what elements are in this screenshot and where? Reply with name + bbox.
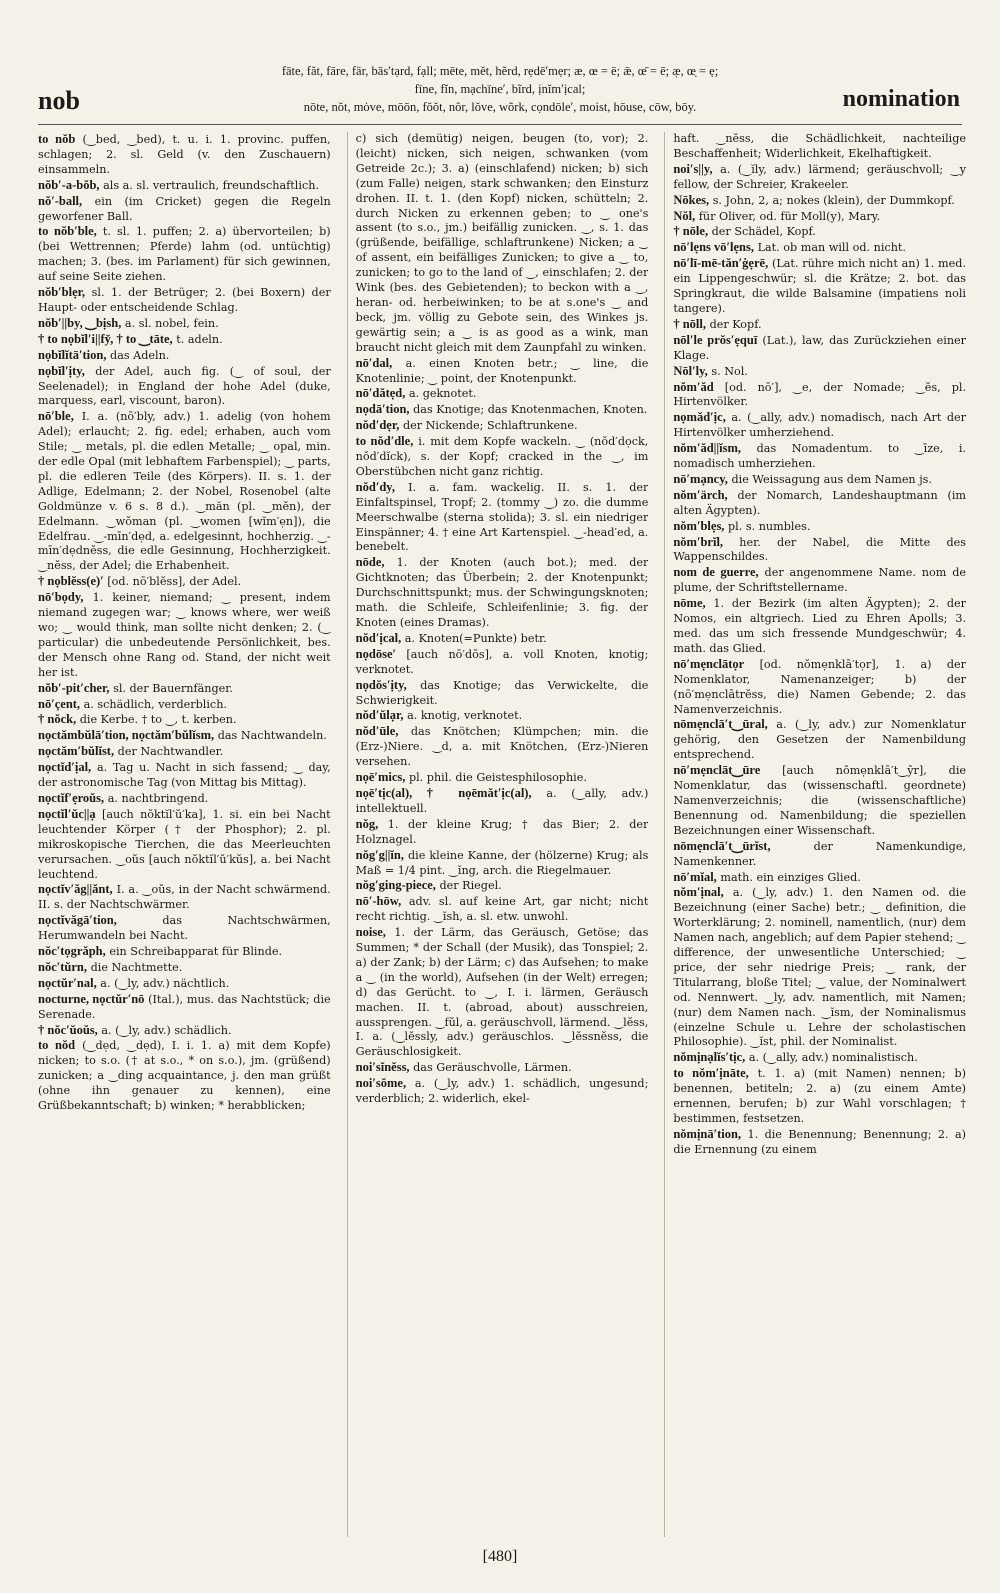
dictionary-entry [356,434,649,480]
entry-headword: Nōl′ly, [673,363,708,378]
entry-text: t. 1. a) (mit Namen) nennen; b) benennen, betiteln; 2. a) (zu einem Amte) ernennen, berufen; b) zur Wahl vorschlagen; † bestimmen, festsetzen. [673,1067,967,1125]
entry-headword: nō′ble, [38,409,74,424]
entry-headword: nŏd′ūle, [355,724,399,739]
entry-text: das Knotige; das Verwickelte, die Schwierigkeit. [355,678,649,707]
entry-headword: nŏb′-a-bŏb, [38,177,100,192]
entry-headword: nō′-hōw, [355,894,402,909]
entry-text: pl. s. numbles. [728,519,811,533]
entry-text: (Lat. rühre mich nicht an) 1. med. ein Lippengeschwür; sl. die Krätze; 2. bot. das Springkraut, die wilde Balsamine (impatiens noli tangere). [673,257,967,315]
entry-text: a. (‿ly, adv.) nächtlich. [100,976,230,990]
dictionary-entry [673,717,966,763]
entry-text: (Ital.), mus. das Nachtstück; die Serenade. [38,992,331,1021]
entry-text: die Nachtmette. [90,960,183,974]
dictionary-entry [38,364,331,410]
dictionary-entry [38,728,331,744]
dictionary-entry [673,364,966,380]
dictionary-entry [38,316,331,332]
dictionary-entry [673,885,966,1050]
entry-text: t. sl. 1. puffen; 2. a) übervorteilen; b) (bei Wettrennen; Pferde) lahm (od. untüchtig) machen; 3. (bes. im Parlament) für sich gewinnen, auf seine Seite ziehen. [38,225,331,284]
entry-text: für Oliver, od. für Moll(y), Mary. [698,209,881,223]
entry-headword: nŏmịnạlĭs′tịc, [673,1050,746,1065]
entry-headword: nọctĭvăgā′tion, [38,913,117,928]
entry-text: [auch nŏktĭl′ŭ′ka], 1. si. ein bei Nacht leuchtender Körper († der Phosphor); 2. pl. mikroskopische Tierchen, die das Meerleuchten verursachen. ‿oŭs [auch nŏktĭl′ŭ′kŭs], a. bei Nacht leuchtend. [38,807,331,881]
dictionary-entry [356,894,649,925]
page-number: [480] [482,1548,518,1565]
entry-text: a. (‿ally, adv.) intellektuell. [355,786,649,815]
dictionary-entry [673,380,966,411]
entry-headword: nŏg′ging-piece, [355,878,436,893]
entry-headword: nọbĭl′ịty, [38,363,85,378]
entry-text: a. (‿ly, adv.) 1. den Namen od. die Bezeichnung (einer Sache) betr.; ‿ definition, die Worterklärung; 2. nominell, namentlich, (nur) dem Namen nach, angeblich; auf dem Papier stehend; ‿ difference, der unwesentliche Unterschied; ‿ price, der sehr niedrige Preis; ‿ rank, der Titularrang, bloße Titel; ‿ value, der Nominalwert od. Nennwert. ‿ly, adv. namentlich, mit Namen; (nur) dem Namen nach. ‿ĭsm, der Nominalismus (einzelne Schule u. Lehre der scholastischen Philosophie). ‿ĭst, phil. der Nominalist. [673,886,967,1049]
entry-headword: nŏg′g||ĭn, [355,847,404,862]
entry-text: [auch nō′dōs], a. voll Knoten, knotig; verknotet. [355,647,649,676]
entry-headword: nō′lī-mē-tăn′ġẹrē, [673,256,769,271]
dictionary-entry [356,647,649,678]
entry-text: adv. sl. auf keine Art, gar nicht; nicht recht richtig. ‿ĭsh, a. sl. etw. unwohl. [355,895,649,924]
entry-headword: nọē′mics, [355,770,406,785]
dictionary-entry [673,441,966,472]
entry-text: s. John, 2, a; nokes (klein), der Dummkopf. [712,193,955,207]
entry-text: der Adel, auch fig. (‿ of soul, der Seelenadel); in England der hohe Adel (duke, marquess, earl, viscount, baron). [38,364,331,408]
dictionary-entry [356,848,649,879]
entry-text: [auch nŏmẹnklā′t‿ŷr], die Nomenklatur, das (wissenschaftl. geordnete) Namenverzeichnis; die (wissenschaftliche) Benennung od. Namenbildung; die speziellen Bezeichnungen einer Wissenschaft. [673,764,967,837]
entry-text: die Kerbe. † to ‿, t. kerben. [79,713,237,727]
dictionary-entry [38,1038,331,1114]
guide-word-left: nob [38,86,80,115]
entry-headword: nọctĭf′ẹroŭs, [38,790,105,805]
dictionary-entry [673,596,966,657]
entry-headword: nōl′le prŏs′ẹquī [673,332,758,347]
entry-text: die kleine Kanne, der (hölzerne) Krug; als Maß = 1/4 pint. ‿ĭng, arch. die Riegelmauer. [355,848,649,877]
dictionary-entry [38,574,331,590]
entry-text: a. schädlich, verderblich. [83,697,227,711]
entry-headword: to nŏm′ịnāte, [673,1066,749,1081]
dictionary-entry [38,712,331,728]
dictionary-entry [38,348,331,364]
dictionary-entry [673,162,966,193]
entry-text: I. a. ‿oŭs, in der Nacht schwärmend. II. s. der Nachtschwärmer. [38,883,331,912]
dictionary-entry [356,480,649,556]
dictionary-entry [38,1023,331,1039]
entry-text: (‿dẹd, ‿dẹd), I. i. 1. a) mit dem Kopfe) nicken; to s.o. († at s.o., * on s.o.), jm. (grüßend) zunicken; a ‿ding acquaintance, j. den man grüßt (ohne ihn genauer zu kennen), eine Grüßbekanntschaft; b) winken; * herabblicken; [38,1039,331,1113]
dictionary-entry [673,839,966,870]
entry-text: der Nickende; Schlaftrunkene. [402,419,578,433]
entry-text: das Knotige; das Knotenmachen, Knoten. [413,403,648,417]
dictionary-entry [673,657,966,718]
entry-text: c) sich (demütig) neigen, beugen (to, vor); 2. (leicht) nicken, sich neigen, schwanken (vom Getreide 2c.); 3. a) (einschlafend) nicken; b) sich (zum Falle) neigen, stark schwanken; den Einsturz drohen. II. t. 1. (den Kopf) nicken, schütteln; 2. durch Nicken zu erkennen geben; to ‿ one's assent (to s.o., jm.) beifällig zunicken. ‿, s. 1. das (grüßende, beifällige, schlaftrunkene) Nicken; a ‿ of assent, ein beifälliges Zunicken; to give a ‿ to, zunicken; to go to the land of ‿, einschlafen; 2. der Wink (bes. des Gebietenden); to beckon with a ‿, heran- od. herbeiwinken; to be at s.one's ‿ and beck, jm. völlig zu Gebote sein, des Winkes js. gewärtig sein; a ‿ is as good as a wink, man braucht nicht gleich mit dem Zaunpfahl zu winken. [355,132,649,354]
entry-headword: nŏg, [355,816,379,831]
dictionary-entry [38,882,331,913]
entry-headword: nŏb′blẹr, [38,285,86,300]
entry-text: a. (‿ally, adv.) nominalistisch. [748,1051,918,1065]
dictionary-entry [673,317,966,333]
entry-headword: † nŏck, [38,712,77,727]
entry-text: 1. der Bezirk (im alten Ägypten); 2. der Nomos, ein altgriech. Lied zu Ehren Apolls; 3. med. das um sich fressende Mundgeschwür; 4. math. das Glied. [673,597,967,655]
dictionary-entry [38,681,331,697]
entry-text: a. (‿ly, adv.) zur Nomenklatur gehörig, den Gesetzen der Namenbildung entsprechend. [673,718,967,762]
column-1 [38,132,331,1537]
entry-headword: nō′mẹnclāt‿ūre [673,763,761,778]
entry-text: [od. nŏmẹnklā′tọr], 1. a) der Nomenklator, Namenanzeiger; b) der (nō′mẹnclātrĕss, die) Namen Gebende; 2. das Namenverzeichnis. [673,657,967,716]
entry-headword: † nōll, [673,316,706,331]
dictionary-entry [673,1050,966,1066]
entry-headword: nọctămbŭlā′tion, nọctăm′bŭlĭsm, [38,728,215,743]
entry-text: math. ein einziges Glied. [720,870,861,884]
dictionary-entry [38,590,331,680]
entry-text: sl. 1. der Betrüger; 2. (bei Boxern) der Haupt- oder entscheidende Schlag. [38,286,331,314]
entry-headword: nŏd′dy, [355,479,395,494]
entry-headword: nọmăd′ịc, [673,410,726,425]
entry-text: der Kopf. [709,317,762,331]
dictionary-entry [38,760,331,791]
entry-headword: noi′s||y, [673,161,713,176]
dictionary-entry [38,409,331,574]
entry-headword: nō′lẹns vō′lẹns, [673,240,755,255]
entry-headword: nọē′tịc(al), † nọēmăt′ịc(al), [355,785,532,800]
dictionary-entry [356,555,649,631]
entry-headword: nŏd′dẹr, [355,418,400,433]
dictionary-entry [356,631,649,647]
dictionary-body [38,132,966,1537]
dictionary-entry [673,1066,966,1127]
dictionary-entry [38,976,331,992]
entry-text: a. einen Knoten betr.; ‿ line, die Knotenlinie; ‿ point, der Knotenpunkt. [355,356,649,385]
entry-text: der Namenkundige, Namenkenner. [673,839,967,868]
entry-text: a. geknotet. [408,387,477,401]
entry-headword: to nŏd′dle, [355,434,414,449]
entry-headword: nŏ′-ball, [38,193,83,208]
dictionary-entry [38,332,331,348]
entry-headword: noi′sĭnĕss, [355,1060,410,1075]
entry-text: a. sl. nobel, fein. [124,316,219,330]
entry-headword: nọdā′tion, [355,402,410,417]
entry-headword: nọdōse′ [355,646,397,661]
entry-headword: to nŏd [38,1038,76,1053]
entry-headword: nō′bọdy, [38,590,84,605]
entry-headword: nọctăm′bŭlĭst, [38,744,115,759]
dictionary-entry [673,256,966,317]
entry-text: ein Schreibapparat für Blinde. [109,945,283,959]
entry-headword: nō′mạncy, [673,471,728,486]
dictionary-entry [38,744,331,760]
dictionary-entry [38,913,331,944]
entry-headword: nŏb′-pit′cher, [38,680,110,695]
entry-text: 1. die Benennung; Benennung; 2. a) die Ernennung (zu einem [673,1127,967,1156]
entry-text: (‿bed, ‿bed), t. u. i. 1. provinc. puffen, schlagen; 2. sl. Geld (v. den Zuschauern) einsammeln. [38,133,331,176]
dictionary-entry [38,960,331,976]
dictionary-entry [38,178,331,194]
dictionary-entry [38,194,331,225]
dictionary-entry [356,1076,649,1107]
entry-text: der Schädel, Kopf. [711,225,816,239]
entry-text: s. Nol. [711,364,748,378]
dictionary-entry [356,356,649,387]
dictionary-entry [38,285,331,316]
dictionary-entry [356,1060,649,1076]
entry-text: a. Tag u. Nacht in sich fassend; ‿ day, der astronomische Tag (von Mittag bis Mittag). [38,761,331,790]
dictionary-entry [673,1127,966,1158]
dictionary-entry [356,786,649,817]
entry-headword: nŏd′ŭlạr, [355,708,404,723]
pronunciation-key-line-3: nōte, nŏt, mȯve, mōōn, fŏŏt, nôr, lŏve, wõrk, cọndōle′, moist, hōuse, cōw, bōy. [303,100,697,114]
entry-text: a. (‿ly, adv.) 1. schädlich, ungesund; verderblich; 2. widerlich, ekel- [355,1077,649,1106]
pronunciation-key-line-2: fīne, fĭn, mạchīne′, bĩrd, ịnĭm′ịcal; [414,82,586,96]
entry-text: 1. keiner, niemand; ‿ present, indem niemand zugegen war; ‿ knows where, wer weiß wo; ‿ would think, man sollte nicht denken; 2. (‿ particular) die unbedeutende Persönlichkeit, bes. der Mensch ohne Rang od. Stand, der nicht weit her ist. [38,591,331,679]
dictionary-entry [673,535,966,566]
entry-headword: nọbĭlĭtā′tion, [38,347,107,362]
entry-text: das Nomadentum. to ‿īze, i. nomadisch umherziehen. [673,442,967,471]
dictionary-entry [673,333,966,364]
dictionary-entry [356,418,649,434]
entry-headword: nōme, [673,596,706,611]
entry-text: der Nomarch, Landeshauptmann (im alten Ägypten). [673,488,967,517]
dictionary-entry [356,925,649,1060]
dictionary-entry [673,209,966,225]
column-3 [664,132,966,1537]
entry-text: ein (im Cricket) gegen die Regeln geworfener Ball. [38,194,331,223]
dictionary-entry [38,132,331,178]
entry-text: 1. der kleine Krug; † das Bier; 2. der Holznagel. [355,817,649,846]
guide-word-right: nomination [842,86,960,112]
entry-text: i. mit dem Kopfe wackeln. ‿ (nŏd′dọck, nŏd′dĭck), s. der Kopf; cracked in the ‿, im Oberstübchen nicht ganz richtig. [355,435,649,478]
dictionary-entry [673,193,966,209]
entry-text: a. (‿ly, adv.) schädlich. [101,1023,232,1037]
entry-headword: to nŏb [38,132,76,146]
entry-headword: † nŏc′ŭoŭs, [38,1022,98,1037]
entry-headword: nō′mĭal, [673,869,717,884]
entry-text: das Adeln. [110,348,170,362]
entry-headword: Nŏl, [673,208,696,223]
dictionary-entry [38,807,331,883]
entry-headword: † to nọbĭl′i||fy̆, † to ‿tāte, [38,331,173,346]
entry-text: der Nachtwandler. [117,745,224,759]
pronunciation-key-line-1: fāte, făt, fāre, fär, bās′tạrd, fạll; mēte, mĕt, hẽrd, rẹdē′mẹr; æ, œ = ē; ǣ, œ̄ = ē; æ̣, œ̣ = ẹ; [281,64,719,78]
entry-text: sl. der Bauernfänger. [113,681,233,695]
entry-text: haft. ‿nĕss, die Schädlichkeit, nachteilige Beschaffenheit; Widerlichkeit, Ekelhaftigkeit. [673,132,967,160]
dictionary-entry [38,791,331,807]
dictionary-entry [38,697,331,713]
dictionary-entry [356,817,649,848]
entry-text: [od. nō′blĕss], der Adel. [107,575,242,589]
dictionary-entry [673,870,966,886]
entry-headword: nōmẹnclā′t‿ūrĭst, [673,838,771,853]
entry-headword: † nōle, [673,224,709,239]
entry-headword: nŏm′ăd [673,379,714,394]
entry-text: Lat. ob man will od. nicht. [757,241,906,255]
entry-text: das Nachtschwärmen, Herumwandeln bei Nacht. [38,914,331,943]
dictionary-entry [356,878,649,894]
entry-text: [od. nō′], ‿e, der Nomade; ‿ĕs, pl. Hirtenvölker. [673,380,967,409]
entry-text: I. a. (nō′bly, adv.) 1. adelig (von hohem Adel); erlaucht; 2. fig. edel; erhaben, auch vom Stile; ‿ metals, pl. die edlen Metalle; ‿ opal, min. der edle Opal (mit lebhaftem Farbenspiel); ‿ parts, pl. die edleren Teile (des Körpers). II. s. 1. der Adlige, Edelmann; 2. der Nobel, Rosenobel (alte Goldmünze v. 6 s. 8 d.). ‿măn (pl. ‿mĕn), der Edelmann. ‿wŏman (pl. ‿women [wĭm′ẹn]), die Edelfrau. ‿-mīn′dẹd, a. edelgesinnt, hochherzig. ‿-mīn′dẹdnĕss, die edle Gesinnung, Hochherzigkeit. ‿nĕss, der Adel; die Erhabenheit. [38,410,331,573]
dictionary-entry [356,770,649,786]
dictionary-entry [356,708,649,724]
entry-headword: nọctĭv′ăg||ănt, [38,882,113,897]
entry-text: die Weissagung aus dem Namen js. [731,472,932,486]
entry-text: a. Knoten(=Punkte) betr. [404,631,547,645]
dictionary-entry [38,992,331,1023]
entry-headword: nŏd′ịcal, [355,630,402,645]
entry-headword: noise, [355,925,386,940]
dictionary-entry [356,678,649,709]
dictionary-entry [673,132,966,162]
entry-headword: nom de guerre, [673,565,759,580]
entry-text: das Knötchen; Klümpchen; min. die (Erz-)Niere. ‿d, a. mit Knötchen, (Erz-)Nieren versehen. [355,725,649,769]
entry-text: (Lat.), law, das Zurückziehen einer Klage. [673,333,967,362]
entry-headword: nŏm′blẹs, [673,518,725,533]
entry-text: das Nachtwandeln. [217,729,327,743]
entry-headword: Nōkes, [673,192,710,207]
entry-headword: nŏm′brĭl, [673,534,724,549]
entry-text: her. der Nabel, die Mitte des Wappenschildes. [673,535,967,564]
entry-text: a. (‿ally, adv.) nomadisch, nach Art der Hirtenvölker umherziehend. [673,411,967,440]
entry-headword: nŏmịnā′tion, [673,1126,742,1141]
entry-text: das Geräuschvolle, Lärmen. [413,1061,572,1075]
dictionary-entry [673,488,966,519]
dictionary-entry [673,565,966,596]
entry-headword: nọctĭl′ŭc||ạ [38,806,96,821]
entry-text: 1. der Lärm, das Geräusch, Getöse; das Summen; * der Schall (der Musik), das Tonspiel; 2. a) der Zank; b) der Lärm; c) das Aufsehen; to make a ‿ (in the world), Aufsehen (in der Welt) erregen; d) das Gerücht. to ‿, I. i. lärmen, Geräusch machen. II. t. (abroad, about) ausschreien, aussprengen. ‿fŭl, a. geräuschvoll, lärmend. ‿lĕss, I. a. (‿lĕssly, adv.) geräuschlos. ‿lĕssnĕss, die Geräuschlosigkeit. [355,926,649,1059]
entry-headword: nọctĭd′ịal, [38,760,92,775]
entry-headword: nŏm′ärch, [673,487,728,502]
dictionary-entry [356,402,649,418]
entry-headword: nŏc′tọgrăph, [38,944,106,959]
dictionary-entry [673,763,966,839]
dictionary-entry [673,224,966,240]
dictionary-entry [673,472,966,488]
dictionary-entry [673,519,966,535]
entry-text: a. (‿ĭly, adv.) lärmend; geräuschvoll; ‿y fellow, der Schreier, Krakeeler. [673,162,967,191]
entry-headword: nọctŭr′nal, [38,975,97,990]
entry-text: der Riegel. [439,879,502,893]
entry-headword: nọdŏs′ịty, [355,677,407,692]
entry-text: I. a. fam. wackelig. II. s. 1. der Einfaltspinsel, Tropf; 2. (tommy ‿) zo. die dumme Meerschwalbe (sterna stolida); 3. sl. ein niedriger Einspänner; 4. † eine Art Kartenspiel. ‿-head′ed, a. benebelt. [355,480,649,554]
entry-headword: nŏm′ịnal, [673,885,724,900]
dictionary-entry [38,944,331,960]
entry-headword: nocturne, nọctŭr′nō [38,991,145,1006]
entry-text: als a. sl. vertraulich, freundschaftlich. [103,178,319,192]
entry-headword: to nŏb′ble, [38,224,97,239]
dictionary-entry [673,240,966,256]
entry-text: der angenommene Name. nom de plume, der Schriftstellername. [673,566,967,595]
entry-headword: nō′mẹnclātọr [673,656,745,671]
dictionary-entry [673,410,966,441]
dictionary-entry [356,386,649,402]
entry-headword: nō′dal, [355,355,393,370]
entry-headword: nŏc′tŭrn, [38,959,88,974]
header-rule [38,124,962,125]
entry-headword: nōde, [355,555,385,570]
entry-headword: nŏb′||by, ‿bịsh, [38,315,122,330]
entry-text: 1. der Knoten (auch bot.); med. der Gichtknoten; das Überbein; 2. der Knotenpunkt; Durchschnittspunkt; mus. der Schwingungsknoten; math. die Schleife, Schleifenlinie; 3. fig. der Knoten (eines Dramas). [355,556,649,629]
dictionary-entry [356,132,649,356]
page-header [0,0,1000,128]
entry-text: t. adeln. [176,332,223,346]
entry-headword: nō′çent, [38,696,81,711]
entry-headword: noi′sŏme, [355,1076,407,1091]
entry-text: pl. phil. die Geistesphilosophie. [408,771,587,785]
dictionary-entry [356,724,649,770]
entry-text: a. knotig, verknotet. [407,709,523,723]
entry-headword: nō′dătẹd, [355,386,406,401]
column-2 [347,132,649,1537]
entry-headword: † nọblĕss(e)′ [38,574,104,589]
dictionary-entry [38,224,331,285]
entry-headword: nŏm′ăd||ĭsm, [673,441,742,456]
entry-headword: nōmẹnclā′t‿ūral, [673,717,768,732]
entry-text: a. nachtbringend. [107,791,209,805]
